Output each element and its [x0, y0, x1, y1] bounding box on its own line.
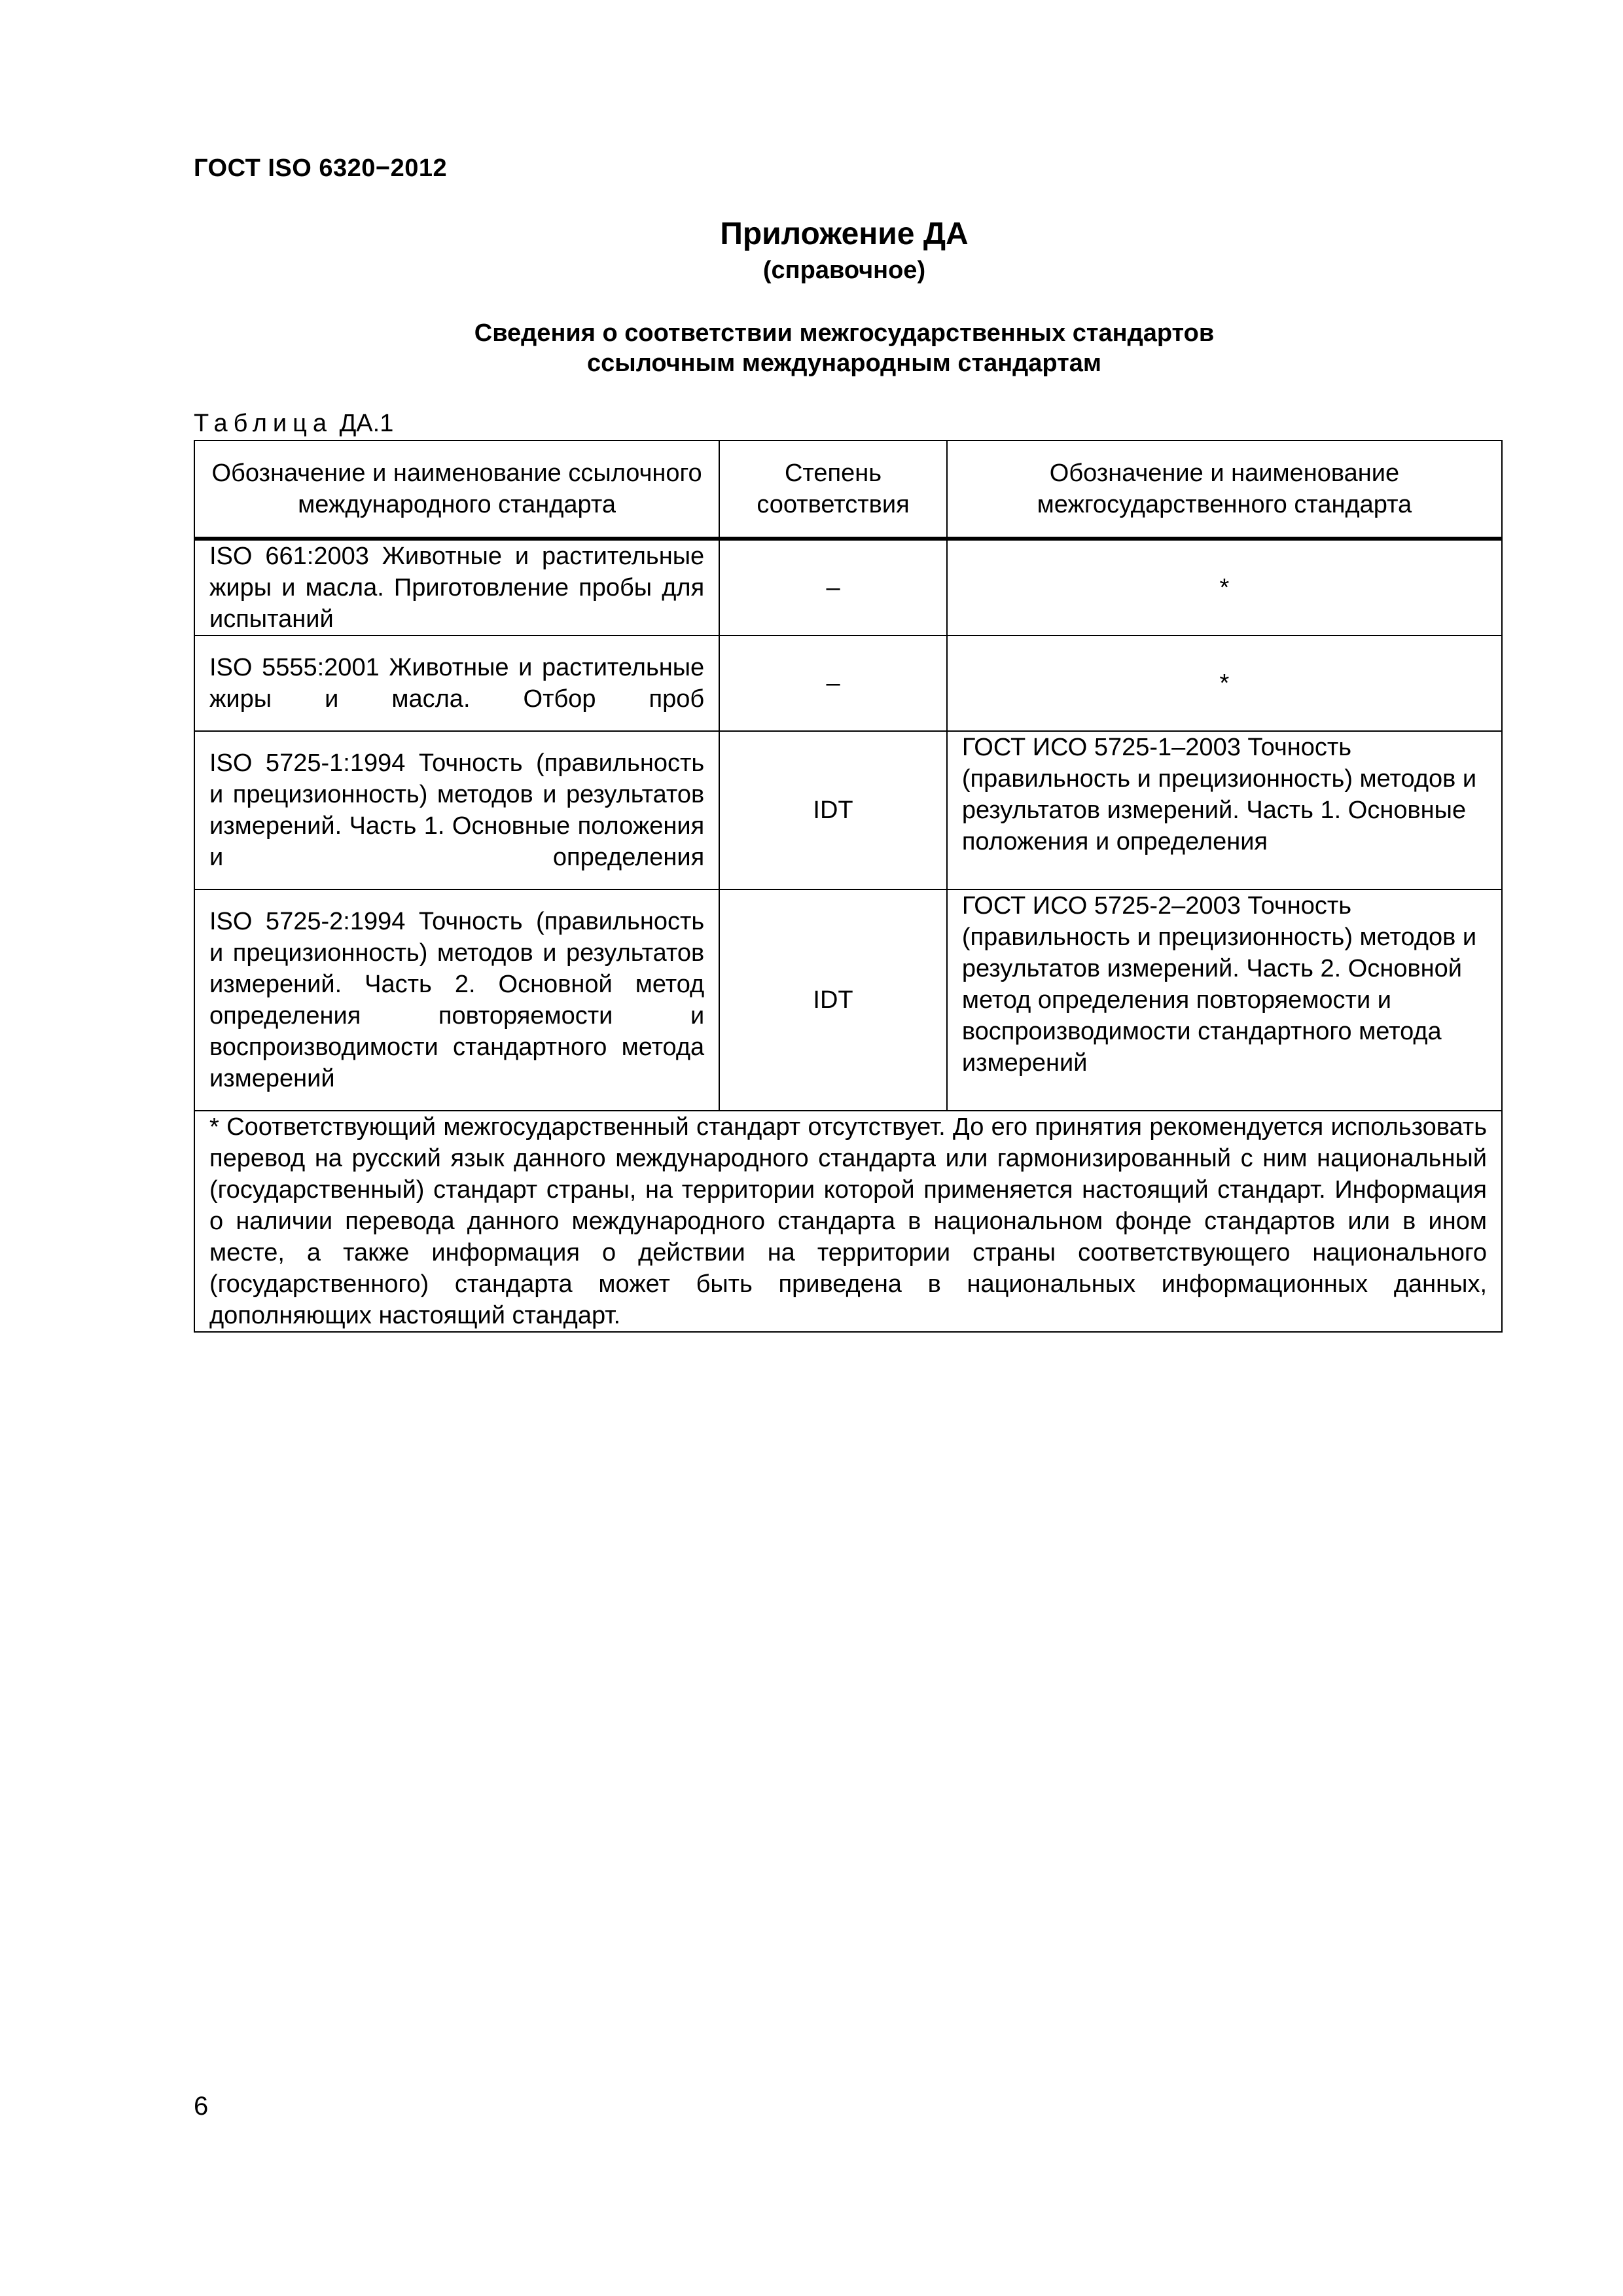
cell-interstate-standard: *	[947, 636, 1502, 731]
table-caption-prefix: Таблица	[194, 410, 332, 437]
cell-international-standard: ISO 661:2003 Животные и растительные жиры и масла. Приготовление пробы для испытаний	[194, 539, 719, 636]
page-number: 6	[194, 2092, 209, 2121]
appendix-title: Приложение ДА	[720, 217, 969, 251]
header-interstate-standard: Обозначение и наименование межгосударственного стандарта	[947, 440, 1502, 539]
table-header-row	[194, 440, 1502, 539]
cell-international-standard: ISO 5725-2:1994 Точность (правильность и прецизионность) методов и результатов измерений. Часть 2. Основной метод определения повторяемости и воспроизводимости стандартного метода измерений	[194, 889, 719, 1111]
cell-degree: IDT	[719, 731, 947, 889]
cell-degree: IDT	[719, 889, 947, 1111]
section-title-line-2: ссылочным международным стандартам	[586, 350, 1101, 377]
table-row	[194, 731, 1502, 889]
table-footnote: * Соответствующий межгосударственный стандарт отсутствует. До его принятия рекомендуется использовать перевод на русский язык данного международного стандарта или гармонизированный с ним национальный (государственный) стандарт страны, на территории которой применяется настоящий стандарт. Информация о наличии перевода данного международного стандарта в национальном фонде стандартов или в ином месте, а также информация о действии на территории страны соответствующего национального (государственного) стандарта может быть приведена в национальных информационных данных, дополняющих настоящий стандарт.	[194, 1111, 1502, 1332]
section-title	[0, 318, 1623, 378]
document-code: ГОСТ ISO 6320−2012	[194, 154, 448, 182]
table-caption-number: ДА.1	[339, 410, 394, 437]
table-caption	[194, 410, 393, 438]
table-row	[194, 889, 1502, 1111]
cell-interstate-standard: ГОСТ ИСО 5725-1–2003 Точность (правильность и прецизионность) методов и результатов измерений. Часть 1. Основные положения и определения	[947, 731, 1502, 889]
header-degree-of-conformity: Степень соответствия	[719, 440, 947, 539]
cell-international-standard: ISO 5555:2001 Животные и растительные жиры и масла. Отбор проб	[194, 636, 719, 731]
appendix-subtitle: (справочное)	[762, 257, 926, 284]
standards-table	[194, 440, 1503, 1333]
table-footnote-row	[194, 1111, 1502, 1332]
cell-interstate-standard: ГОСТ ИСО 5725-2–2003 Точность (правильность и прецизионность) методов и результатов измерений. Часть 2. Основной метод определения повторяемости и воспроизводимости стандартного метода измерений	[947, 889, 1502, 1111]
table-row	[194, 636, 1502, 731]
cell-degree: –	[719, 636, 947, 731]
table-row	[194, 539, 1502, 636]
cell-degree: –	[719, 539, 947, 636]
cell-interstate-standard: *	[947, 539, 1502, 636]
header-international-standard: Обозначение и наименование ссылочного международного стандарта	[194, 440, 719, 539]
cell-international-standard: ISO 5725-1:1994 Точность (правильность и прецизионность) методов и результатов измерений. Часть 1. Основные положения и определения	[194, 731, 719, 889]
section-title-line-1: Сведения о соответствии межгосударственных стандартов	[474, 319, 1215, 347]
